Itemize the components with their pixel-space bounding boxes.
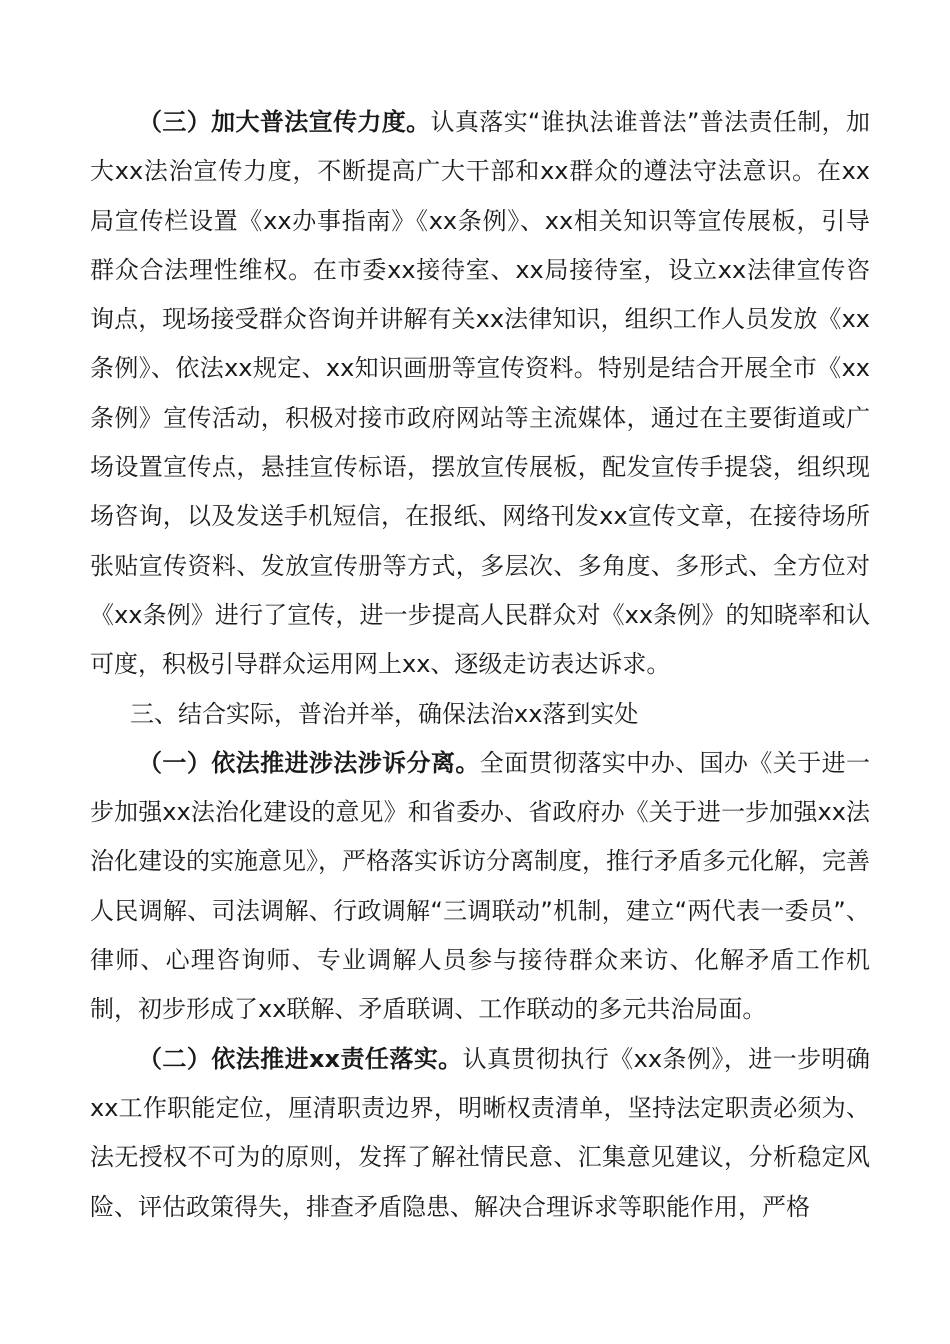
document-page <box>90 98 870 1232</box>
paragraph-body: 认真落实“谁执法谁普法”普法责任制，加大xx法治宣传力度，不断提高广大干部和xx群众的遵法守法意识。在xx局宣传栏设置《xx办事指南》《xx条例》、xx相关知识等宣传展板，引导群众合法理性维权。在市委xx接待室、xx局接待室，设立xx法律宣传咨询点，现场接受群众咨询并讲解有关xx法律知识，组织工作人员发放《xx条例》、依法xx规定、xx知识画册等宣传资料。特别是结合开展全市《xx条例》宣传活动，积极对接市政府网站等主流媒体，通过在主要街道或广场设置宣传点，悬挂宣传标语，摆放宣传展板，配发宣传手提袋，组织现场咨询，以及发送手机短信，在报纸、网络刊发xx宣传文章，在接待场所张贴宣传资料、发放宣传册等方式，多层次、多角度、多形式、全方位对《xx条例》进行了宣传，进一步提高人民群众对《xx条例》的知晓率和认可度，积极引导群众运用网上xx、逐级走访表达诉求。 <box>90 108 870 679</box>
paragraph-body: 全面贯彻落实中办、国办《关于进一步加强xx法治化建设的意见》和省委办、省政府办《关于进一步加强xx法治化建设的实施意见》，严格落实诉访分离制度，推行矛盾多元化解，完善人民调解、司法调解、行政调解“三调联动”机制，建立“两代表一委员”、律师、心理咨询师、专业调解人员参与接待群众来访、化解矛盾工作机制，初步形成了xx联解、矛盾联调、工作联动的多元共治局面。 <box>90 748 871 1024</box>
paragraph-publicity <box>90 98 870 690</box>
paragraph-lead: （二）依法推进xx责任落实。 <box>138 1044 463 1073</box>
paragraph-lead: （三）加大普法宣传力度。 <box>138 108 431 136</box>
paragraph-body: 认真贯彻执行《xx条例》，进一步明确xx工作职能定位，厘清职责边界，明晰权责清单，坚持法定职责必须为、法无授权不可为的原则，发挥了解社情民意、汇集意见建议，分析稳定风险、评估政策得失，排查矛盾隐患、解决合理诉求等职能作用，严格 <box>90 1044 870 1221</box>
section-heading: 三、结合实际，普治并举，确保法治xx落到实处 <box>130 699 639 728</box>
paragraph-lead: （一）依法推进涉法涉诉分离。 <box>138 748 480 777</box>
paragraph-responsibility <box>90 1035 870 1232</box>
paragraph-separation <box>90 739 870 1035</box>
